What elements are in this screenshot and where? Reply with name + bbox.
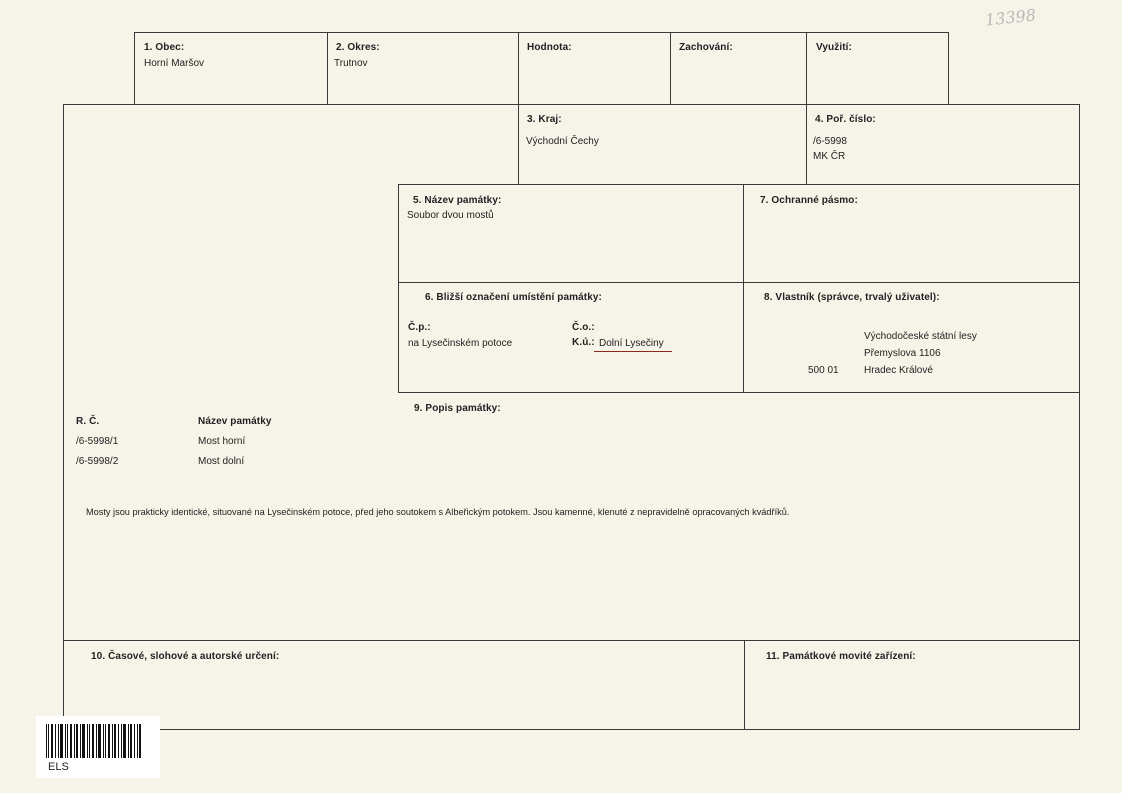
vlastnik-psc: 500 01	[808, 365, 839, 376]
vyuziti-label: Využití:	[816, 42, 852, 53]
list-row-2-name: Most dolní	[198, 456, 245, 467]
barcode-sticker	[36, 716, 160, 778]
description-text: Mosty jsou prakticky identické, situované na Lysečinském potoce, před jeho soutokem s Albeřickým potokem. Jsou kamenné, klenuté z nepravidelně opracovaných kvádříků.	[86, 507, 790, 517]
kraj-value: Východní Čechy	[526, 136, 599, 147]
cp-label: Č.p.:	[408, 322, 431, 333]
ochranne-label: 7. Ochranné pásmo:	[760, 195, 858, 206]
popis-label: 9. Popis památky:	[414, 403, 501, 414]
okres-label: 2. Okres:	[336, 42, 380, 53]
list-row-2-rc: /6-5998/2	[76, 456, 119, 467]
list-col2-header: Název památky	[198, 416, 272, 427]
vlastnik-label: 8. Vlastník (správce, trvalý uživatel):	[764, 292, 940, 303]
zachovani-label: Zachování:	[679, 42, 733, 53]
por-cislo-authority: MK ČR	[813, 151, 846, 162]
nazev-label: 5. Název památky:	[413, 195, 502, 206]
hodnota-label: Hodnota:	[527, 42, 572, 53]
obec-label: 1. Obec:	[144, 42, 185, 53]
list-row-1-name: Most horní	[198, 436, 246, 447]
cp-value: na Lysečinském potoce	[408, 338, 513, 349]
vlastnik-line1: Východočeské státní lesy	[864, 331, 977, 342]
casove-label: 10. Časové, slohové a autorské určení:	[91, 651, 280, 662]
nazev-value: Soubor dvou mostů	[407, 210, 494, 221]
movite-label: 11. Památkové movité zařízení:	[766, 651, 916, 662]
vlastnik-line2: Přemyslova 1106	[864, 348, 941, 359]
kraj-label: 3. Kraj:	[527, 114, 562, 125]
obec-value: Horní Maršov	[144, 58, 205, 69]
por-cislo-label: 4. Poř. číslo:	[815, 114, 876, 125]
handwritten-number: 13398	[984, 5, 1037, 30]
por-cislo-value: /6-5998	[813, 136, 847, 147]
ku-value: Dolní Lysečiny	[599, 338, 664, 349]
ku-label: K.ú.:	[572, 337, 595, 348]
okres-value: Trutnov	[334, 58, 368, 69]
vlastnik-city: Hradec Králové	[864, 365, 933, 376]
umisteni-label: 6. Bližší označení umístění památky:	[425, 292, 602, 303]
list-col1-header: R. Č.	[76, 416, 100, 427]
ku-underline	[594, 351, 672, 352]
barcode-label: ELS	[48, 761, 69, 773]
co-label: Č.o.:	[572, 322, 595, 333]
barcode-icon	[46, 724, 142, 758]
list-row-1-rc: /6-5998/1	[76, 436, 119, 447]
